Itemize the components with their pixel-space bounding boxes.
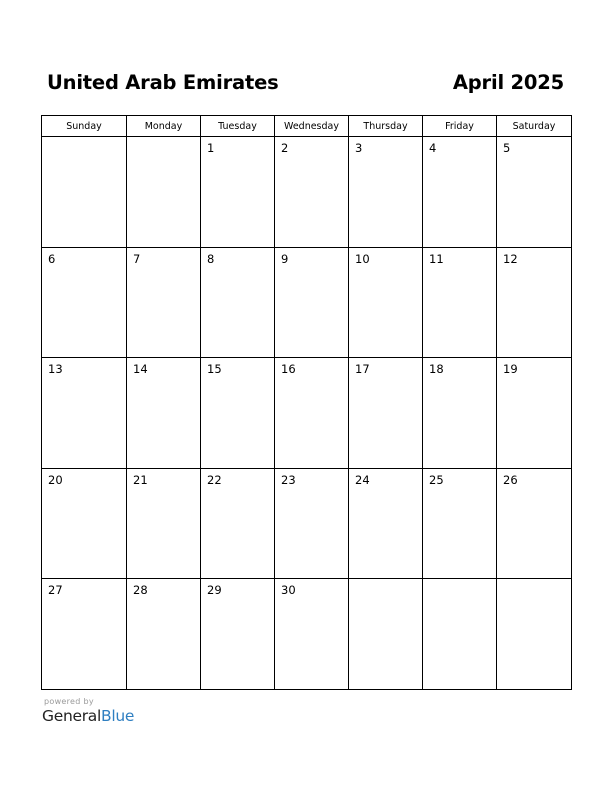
day-cell <box>275 468 349 579</box>
generalblue-logo[interactable] <box>42 707 134 725</box>
weekday-header: Wednesday <box>275 116 349 137</box>
day-number <box>497 579 571 583</box>
weekday-header: Thursday <box>349 116 423 137</box>
day-number: 7 <box>133 251 141 266</box>
day-cell <box>275 358 349 469</box>
day-cell <box>127 358 201 469</box>
day-cell <box>42 137 127 248</box>
day-cell <box>201 247 275 358</box>
day-number <box>127 137 200 141</box>
day-cell <box>423 468 497 579</box>
day-number: 24 <box>355 472 370 487</box>
weekday-header: Sunday <box>42 116 127 137</box>
day-cell <box>42 358 127 469</box>
day-cell <box>497 247 572 358</box>
day-cell <box>127 468 201 579</box>
day-cell <box>349 247 423 358</box>
day-cell <box>275 579 349 690</box>
day-cell <box>423 579 497 690</box>
day-number: 15 <box>207 362 222 376</box>
brand-general-text: General <box>42 707 101 725</box>
day-cell <box>349 358 423 469</box>
week-row <box>42 137 572 248</box>
day-number: 11 <box>429 251 444 266</box>
weekday-header: Friday <box>423 116 497 137</box>
day-cell <box>349 468 423 579</box>
day-number: 2 <box>281 141 289 155</box>
day-number: 3 <box>355 141 363 155</box>
week-row <box>42 358 572 469</box>
day-cell <box>42 579 127 690</box>
day-number: 4 <box>429 141 437 155</box>
week-row <box>42 468 572 579</box>
day-cell <box>201 579 275 690</box>
day-cell <box>423 247 497 358</box>
day-cell <box>127 579 201 690</box>
day-number: 9 <box>281 251 289 266</box>
calendar-country-title: United Arab Emirates <box>47 71 279 94</box>
day-cell <box>127 247 201 358</box>
day-cell <box>497 468 572 579</box>
weekday-header: Tuesday <box>201 116 275 137</box>
day-number: 5 <box>503 141 511 155</box>
day-number: 16 <box>281 362 296 376</box>
day-number: 28 <box>133 583 148 597</box>
day-number: 23 <box>281 472 296 487</box>
day-number: 27 <box>48 583 63 597</box>
weekday-header: Monday <box>127 116 201 137</box>
day-number: 1 <box>207 141 215 155</box>
day-cell <box>275 137 349 248</box>
day-cell <box>127 137 201 248</box>
day-number: 20 <box>48 472 63 487</box>
day-number: 29 <box>207 583 222 597</box>
day-cell <box>423 137 497 248</box>
day-cell <box>349 579 423 690</box>
day-cell <box>497 358 572 469</box>
day-cell <box>275 247 349 358</box>
day-number: 19 <box>503 362 518 376</box>
day-cell <box>201 468 275 579</box>
day-number: 26 <box>503 472 518 487</box>
day-cell <box>201 137 275 248</box>
day-number: 10 <box>355 251 370 266</box>
day-number: 6 <box>48 251 56 266</box>
day-number: 13 <box>48 362 63 376</box>
day-number <box>423 579 496 583</box>
day-cell <box>42 247 127 358</box>
calendar-month-title: April 2025 <box>452 71 564 94</box>
day-number: 30 <box>281 583 296 597</box>
day-number: 8 <box>207 251 215 266</box>
day-number <box>349 579 422 583</box>
day-cell <box>349 137 423 248</box>
day-number: 22 <box>207 472 222 487</box>
footer-branding <box>42 697 134 725</box>
day-number: 14 <box>133 362 148 376</box>
day-number: 21 <box>133 472 148 487</box>
day-number: 12 <box>503 251 518 266</box>
day-cell <box>423 358 497 469</box>
day-cell <box>497 579 572 690</box>
brand-blue-text: Blue <box>100 707 135 725</box>
day-number: 25 <box>429 472 444 487</box>
week-row <box>42 579 572 690</box>
day-number: 17 <box>355 362 370 376</box>
day-number <box>42 137 126 141</box>
day-cell <box>201 358 275 469</box>
weekday-header-row <box>42 116 572 137</box>
week-row <box>42 247 572 358</box>
weekday-header: Saturday <box>497 116 572 137</box>
day-number: 18 <box>429 362 444 376</box>
day-cell <box>497 137 572 248</box>
powered-by-text: powered by <box>44 697 94 706</box>
calendar-grid <box>41 115 572 690</box>
day-cell <box>42 468 127 579</box>
